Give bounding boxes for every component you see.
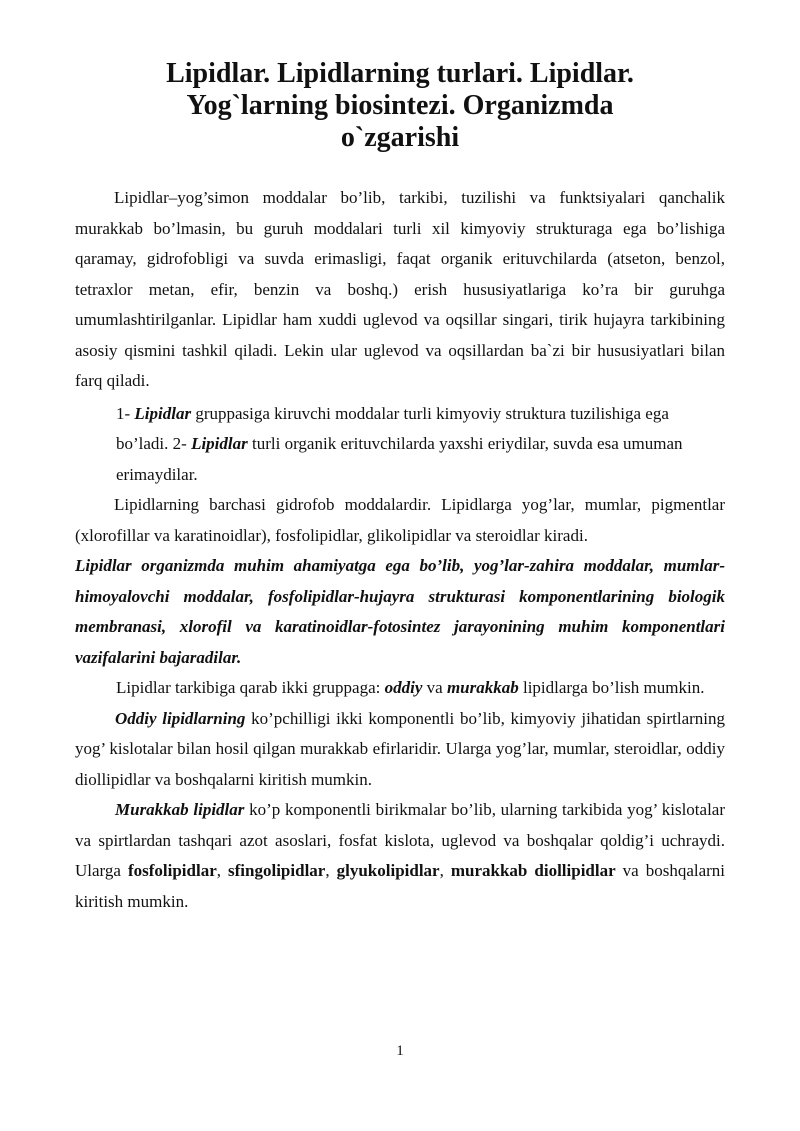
term-fosfolipidlar: fosfolipidlar: [127, 861, 217, 880]
term-lipidlar: Lipidlar: [134, 403, 192, 423]
paragraph-complex-lipids: [75, 795, 725, 917]
separator: ,: [325, 861, 337, 880]
paragraph-text: va boshqalarni kiritish mumkin.: [75, 861, 726, 911]
paragraph-simple-lipids: [75, 704, 725, 796]
paragraph-text: ko’p komponentli birikmalar bo’lib, ularning tarkibida yog’ kislotalar va spirtlardan tashqari azot asoslari, fosfat kislota, uglevod va boshqalar qoldig’i uchraydi. Ularga: [75, 800, 725, 880]
paragraph-groups: [75, 673, 725, 704]
term-sfingolipidlar: sfingolipidlar: [228, 861, 326, 880]
separator: ,: [216, 861, 229, 880]
paragraph-text: turli organik erituvchilarda yaxshi eriydilar, suvda esa umuman erimaydilar.: [116, 434, 683, 484]
term-oddiy-lipidlarning: Oddiy lipidlarning: [115, 708, 246, 728]
paragraph-functions: Lipidlar organizmda muhim ahamiyatga ega bo’lib, yog’lar-zahira moddalar, mumlar-himoyalovchi moddalar, fosfolipidlar-hujayra strukturasi komponentlarining biologik membranasi, xlorofil va karatinoidlar-fotosintez jarayonining muhim komponentlari vazifalarini bajaradilar.: [75, 556, 725, 667]
term-lipidlar: Lipidlar: [191, 434, 248, 453]
title-line: Yog`larning biosintezi. Organizmda: [186, 90, 614, 121]
term-glyukolipidlar: glyukolipidlar: [336, 861, 440, 880]
paragraph-classes: Lipidlarning barchasi gidrofob moddalardir. Lipidlarga yog’lar, mumlar, pigmentlar (xlorofillar va karatinoidlar), fosfolipidlar, glikolipidlar va steroidlar kiradi.: [75, 495, 725, 545]
paragraph-text: va: [422, 678, 447, 697]
term-murakkab-lipidlar: Murakkab lipidlar: [115, 800, 245, 819]
paragraph-text: gruppasiga kiruvchi moddalar turli kimyoviy struktura tuzilishiga ega bo’ladi. 2-: [116, 403, 669, 453]
list-number: 1-: [116, 403, 135, 423]
paragraph-properties: [75, 399, 725, 491]
separator: ,: [439, 861, 451, 880]
term-oddiy: oddiy: [384, 678, 423, 697]
paragraph-text: lipidlarga bo’lish mumkin.: [518, 678, 705, 697]
paragraph-text: ko’pchilligi ikki komponentli bo’lib, kimyoviy jihatidan spirtlarning yog’ kislotalar bilan hosil qilgan murakkab efirlaridir. Ularga yog’lar, mumlar, steroidlar, oddiy diollipidlar va boshqalarni kiritish mumkin.: [75, 708, 726, 789]
title-line: Lipidlar. Lipidlarning turlari. Lipidlar.: [166, 58, 634, 89]
paragraph-text: Lipidlar tarkibiga qarab ikki gruppaga:: [116, 678, 385, 697]
document-title: [110, 58, 690, 154]
term-murakkab: murakkab: [446, 678, 519, 697]
page-number: 1: [396, 1043, 404, 1059]
term-murakkab-diollipidlar: murakkab diollipidlar: [450, 861, 616, 880]
title-line: o`zgarishi: [340, 122, 460, 153]
paragraph-intro: Lipidlar–yog’simon moddalar bo’lib, tarkibi, tuzilishi va funktsiyalari qanchalik murakkab bo’lmasin, bu guruh moddalari turli xil kimyoviy strukturaga ega bo’lishiga qaramay, gidrofobligi va suvda erimasligi, faqat organik erituvchilarda (atseton, benzol, tetraxlor metan, efir, benzin va boshq.) erish hususiyatlariga ko’ra bir guruhga umumlashtirilganlar. Lipidlar ham xuddi uglevod va oqsillar singari, tirik hujayra tarkibining asosiy qismini tashkil qiladi. Lekin ular uglevod va oqsillardan ba`zi bir hususiyatlari bilan farq qiladi.: [75, 188, 725, 390]
document-body: [75, 183, 725, 917]
